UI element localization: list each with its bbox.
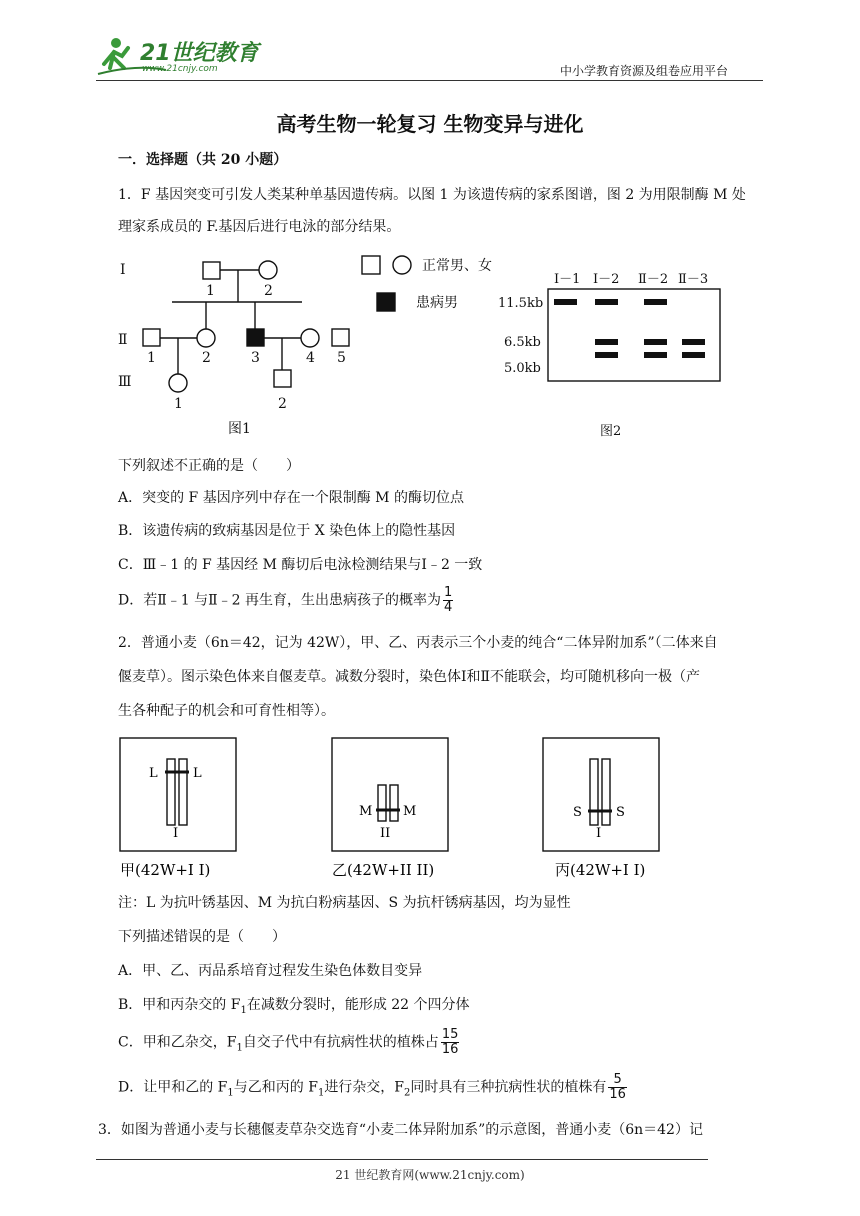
- q1-option-b: B．该遗传病的致病基因是位于 X 染色体上的隐性基因: [118, 523, 456, 539]
- fraction: $\frac{5}{16}$: [609, 1072, 626, 1102]
- page-title: 高考生物一轮复习 生物变异与进化: [276, 112, 584, 136]
- header-rule: [96, 80, 763, 81]
- num-I1: 1: [206, 283, 215, 299]
- logo-url-text: www.21cnjy.com: [142, 64, 218, 74]
- gene-label: S: [616, 805, 625, 820]
- lane-label: Ⅰ－2: [593, 272, 620, 287]
- num-II1: 1: [147, 350, 156, 366]
- gene-label: M: [403, 804, 417, 819]
- lane-label: Ⅱ－3: [678, 272, 709, 287]
- q2-option-d: D．让甲和乙的 $F_1$与乙和丙的 $F_1$进行杂交，$F_2$同时具有三种抗病性状的植株有 $\frac{5}{16}$: [118, 1072, 626, 1102]
- gen-III-label: Ⅲ: [118, 374, 132, 390]
- fig2-caption: 图2: [600, 424, 622, 439]
- chromosome-box-jia: [118, 737, 238, 882]
- q2-line3: 生各种配子的机会和可育性相等）。: [118, 703, 335, 719]
- band: [682, 352, 705, 358]
- gen-I-label: Ⅰ: [120, 262, 126, 278]
- lane-label: Ⅰ－1: [554, 272, 581, 287]
- box-caption: 甲(42W+I I): [120, 861, 211, 879]
- q1-stem: 下列叙述不正确的是（ ）: [118, 458, 300, 474]
- logo-main-text: 21世纪教育: [140, 41, 259, 66]
- num-III2: 2: [278, 396, 287, 412]
- band: [595, 299, 618, 305]
- size-label: 5.0kb: [504, 361, 541, 376]
- band: [682, 339, 705, 345]
- q2-note: 注：L 为抗叶锈基因、M 为抗白粉病基因、S 为抗杆锈病基因，均为显性: [118, 895, 571, 911]
- band: [595, 352, 618, 358]
- box-caption: 乙(42W+II II): [332, 861, 435, 879]
- chrom-label: II: [380, 826, 391, 841]
- chromosome-box-bing: [541, 737, 666, 882]
- q1-option-c: C．Ⅲ﹣1 的 F 基因经 M 酶切后电泳检测结果与Ⅰ﹣2 一致: [118, 557, 483, 573]
- legend-normal-text: 正常男、女: [422, 258, 492, 274]
- size-label: 6.5kb: [504, 335, 541, 350]
- fraction: $\frac{1}{4}$: [443, 585, 453, 615]
- gene-label: L: [149, 766, 158, 781]
- band: [644, 299, 667, 305]
- q2-line1: 2．普通小麦（6n＝42，记为 42W），甲、乙、丙表示三个小麦的纯合“二体异附加系”（二体来自: [118, 635, 718, 651]
- num-III1: 1: [174, 396, 183, 412]
- logo: [96, 34, 266, 80]
- legend-affected-text: 患病男: [416, 295, 458, 311]
- fig1-caption: 图1: [228, 421, 251, 437]
- pedigree-figure: [110, 250, 510, 445]
- num-I2: 2: [264, 283, 273, 299]
- header-right-text: 中小学教育资源及组卷应用平台: [560, 64, 729, 78]
- band: [644, 352, 667, 358]
- chromosome-box-yi: [330, 737, 455, 882]
- q2-option-b: B．甲和丙杂交的 $F_1$在减数分裂时，能形成 22 个四分体: [118, 997, 470, 1016]
- num-II5: 5: [337, 350, 346, 366]
- footer-rule: [96, 1159, 708, 1160]
- section-heading: 一．选择题（共 20 小题）: [118, 152, 288, 168]
- band: [644, 339, 667, 345]
- q2-line2: 偃麦草）。图示染色体来自偃麦草。减数分裂时，染色体Ⅰ和Ⅱ不能联会，均可随机移向一极（产: [118, 669, 701, 685]
- q2-option-c: C．甲和乙杂交，$F_1$自交子代中有抗病性状的植株占 $\frac{15}{16}$: [118, 1027, 459, 1057]
- q1-line2: 理家系成员的 F.基因后进行电泳的部分结果。: [118, 219, 401, 235]
- num-II2: 2: [202, 350, 211, 366]
- box-caption: 丙(42W+I I): [555, 861, 646, 879]
- q2-stem: 下列描述错误的是（ ）: [118, 929, 286, 945]
- gene-label: S: [573, 805, 582, 820]
- fraction: $\frac{15}{16}$: [441, 1027, 459, 1057]
- num-II3: 3: [251, 350, 260, 366]
- num-II4: 4: [306, 350, 315, 366]
- gene-label: M: [359, 804, 373, 819]
- q1-line1: 1．F 基因突变可引发人类某种单基因遗传病。以图 1 为该遗传病的家系图谱，图 2 为用限制酶 M 处: [118, 187, 746, 203]
- chrom-label: I: [173, 826, 179, 841]
- lane-label: Ⅱ－2: [638, 272, 669, 287]
- q2-option-a: A．甲、乙、丙品系培育过程发生染色体数目变异: [118, 963, 423, 979]
- electrophoresis-figure: [490, 265, 740, 445]
- footer-text: 21 世纪教育网(www.21cnjy.com): [335, 1168, 525, 1182]
- q1-option-d-text: D．若Ⅱ﹣1 与Ⅱ﹣2 再生育，生出患病孩子的概率为: [118, 592, 441, 609]
- q1-option-a: A．突变的 F 基因序列中存在一个限制酶 M 的酶切位点: [118, 490, 464, 506]
- band: [595, 339, 618, 345]
- gene-label: L: [193, 766, 202, 781]
- gen-II-label: Ⅱ: [118, 332, 128, 348]
- q1-option-d: [118, 586, 453, 615]
- band: [554, 299, 577, 305]
- q3-line1: 3．如图为普通小麦与长穗偃麦草杂交选育“小麦二体异附加系”的示意图，普通小麦（6n＝42）记: [98, 1122, 703, 1138]
- chrom-label: I: [596, 826, 602, 841]
- size-label: 11.5kb: [498, 296, 544, 311]
